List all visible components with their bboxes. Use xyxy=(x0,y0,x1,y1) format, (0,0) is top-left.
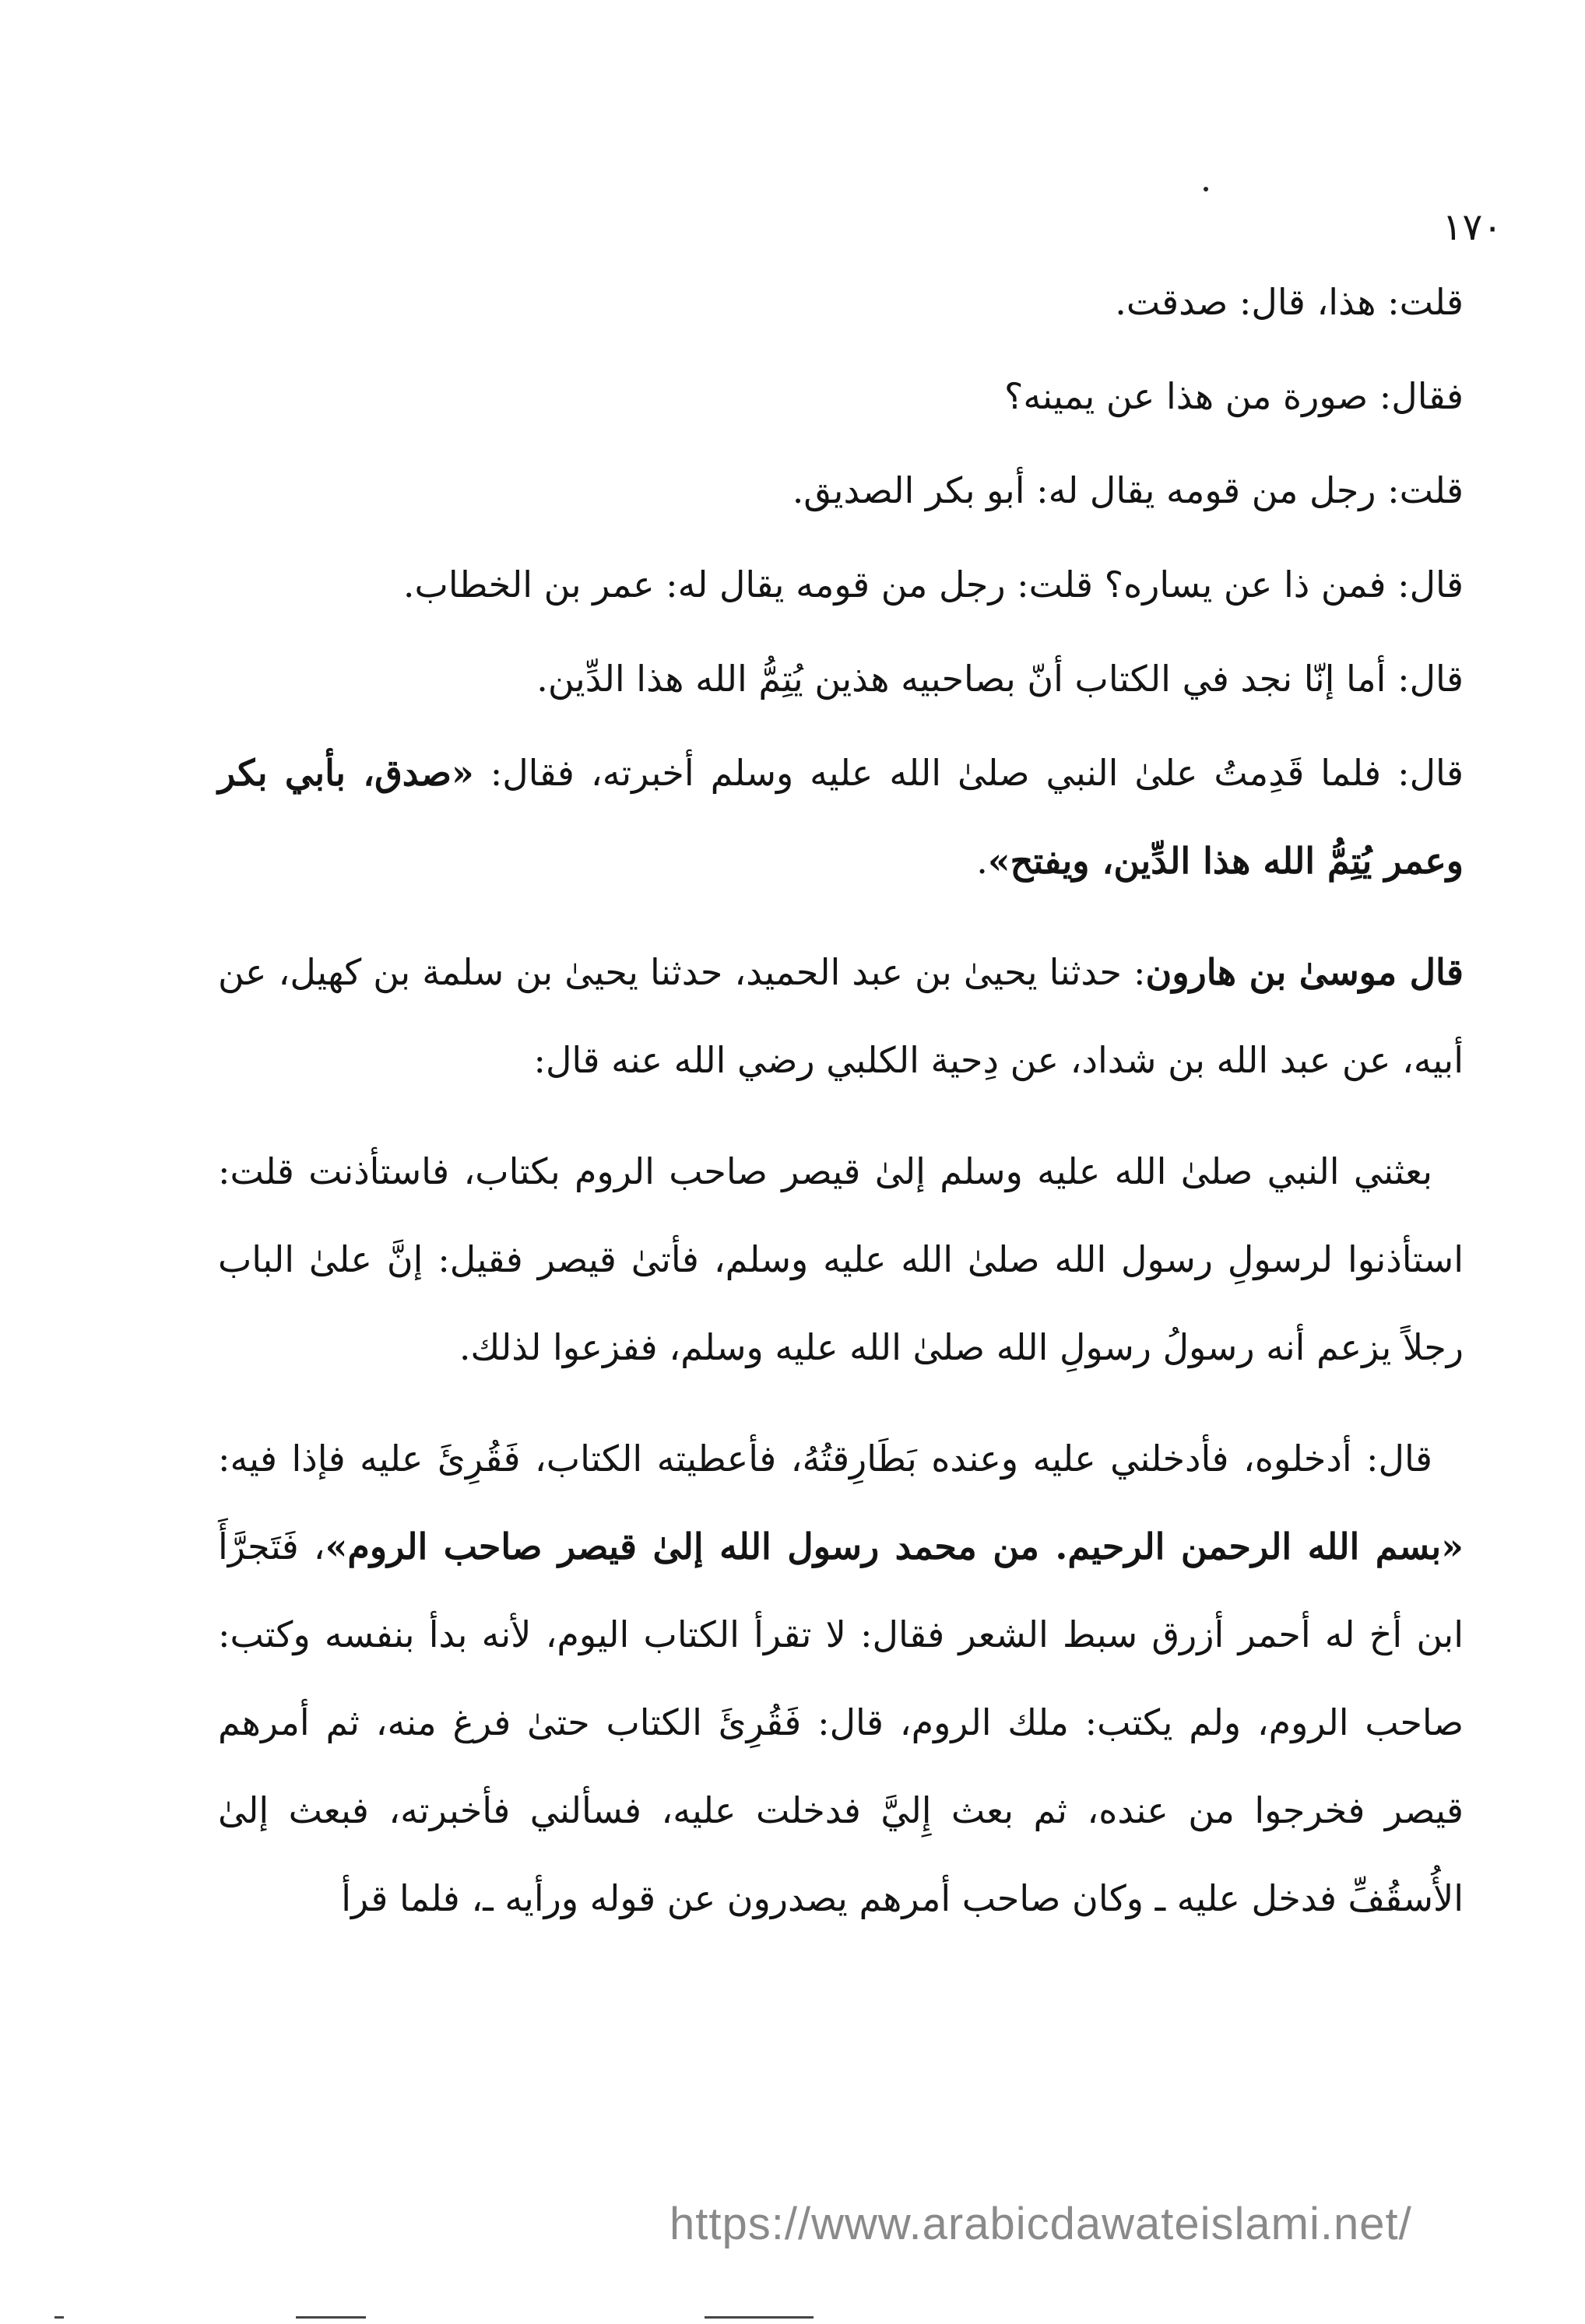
paragraph xyxy=(218,1128,1464,1392)
text-segment: . xyxy=(976,840,988,882)
scan-artifact xyxy=(296,2316,366,2319)
text-segment: قلت: هذا، قال: صدقت. xyxy=(1115,281,1464,323)
scan-artifact xyxy=(705,2316,814,2319)
text-segment: قال: أما إنّا نجد في الكتاب أنّ بصاحبيه هذين يُتِمُّ الله هذا الدِّين. xyxy=(536,658,1464,700)
paragraph xyxy=(218,929,1464,1104)
text-segment: ، فَتَجرَّأَ ابن أخ له أحمر أزرق سبط الشعر فقال: لا تقرأ الكتاب اليوم، لأنه بدأ بنفسه وكتب: صاحب الروم، ولم يكتب: ملك الروم، قال: فَقُرِئَ الكتاب حتىٰ فرغ منه، ثم أمرهم قيصر فخرجوا من عنده، ثم بعث إِليَّ فدخلت عليه، فسألني فأخبرته، فبعث إلىٰ الأُسقُفِّ فدخل عليه ـ وكان صاحب أمرهم يصدرون عن قوله ورأيه ـ، فلما قرأ xyxy=(218,1525,1464,1919)
text-segment: قلت: رجل من قومه يقال له: أبو بكر الصديق. xyxy=(792,469,1464,511)
text-segment: : حدثنا يحيىٰ بن عبد الحميد، حدثنا يحيىٰ بن سلمة بن كهيل، عن أبيه، عن عبد الله بن شداد، عن دِحية الكلبي رضي الله عنه قال: xyxy=(218,951,1464,1081)
paragraph xyxy=(218,447,1464,535)
bold-text-segment: قال موسىٰ بن هارون xyxy=(1145,951,1464,993)
text-segment: قال: فلما قَدِمتُ علىٰ النبي صلىٰ الله عليه وسلم أخبرته، فقال: xyxy=(473,752,1464,794)
paragraph xyxy=(218,541,1464,629)
paragraph xyxy=(218,1415,1464,1943)
bold-text-segment: «صدق، بأبي بكر وعمر يُتِمُّ الله هذا الدِّين، ويفتح» xyxy=(218,752,1464,882)
scan-speck xyxy=(1204,187,1208,191)
paragraph xyxy=(218,729,1464,905)
page-number: ١٧٠ xyxy=(1442,205,1502,249)
text-segment: فقال: صورة من هذا عن يمينه؟ xyxy=(1004,375,1464,417)
watermark-url: https://www.arabicdawateislami.net/ xyxy=(669,2199,1412,2249)
text-segment: قال: أدخلوه، فأدخلني عليه وعنده بَطَارِقتُهُ، فأعطيته الكتاب، فَقُرِئَ عليه فإذا فيه: xyxy=(218,1438,1432,1480)
scan-artifact xyxy=(54,2316,64,2319)
page-body xyxy=(218,258,1464,1949)
bold-text-segment: «بسم الله الرحمن الرحيم. من محمد رسول الله إلىٰ قيصر صاحب الروم» xyxy=(325,1525,1464,1567)
text-segment: بعثني النبي صلىٰ الله عليه وسلم إلىٰ قيصر صاحب الروم بكتاب، فاستأذنت قلت: استأذنوا لرسولِ رسول الله صلىٰ الله عليه وسلم، فأتىٰ قيصر فقيل: إنَّ علىٰ الباب رجلاً يزعم أنه رسولُ رسولِ الله صلىٰ الله عليه وسلم، ففزعوا لذلك. xyxy=(218,1150,1464,1368)
paragraph xyxy=(218,635,1464,723)
text-segment: قال: فمن ذا عن يساره؟ قلت: رجل من قومه يقال له: عمر بن الخطاب. xyxy=(402,563,1464,606)
paragraph xyxy=(218,353,1464,441)
paragraph xyxy=(218,258,1464,346)
